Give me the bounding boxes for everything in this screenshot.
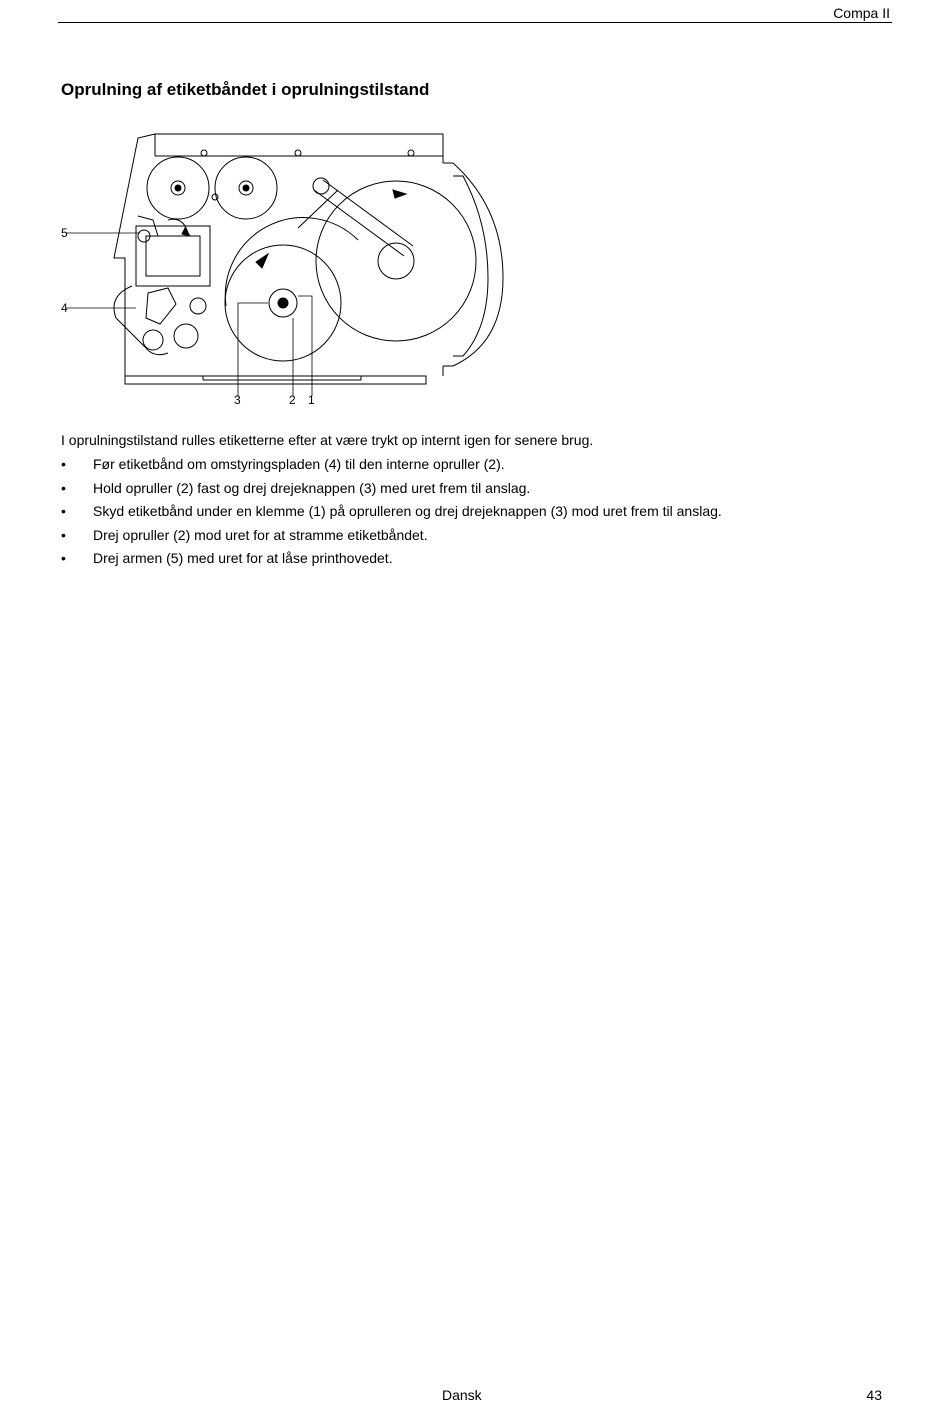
section-title: Oprulning af etiketbåndet i oprulningstilstand — [61, 80, 430, 99]
bullet: • — [61, 479, 66, 496]
instruction-list — [61, 456, 722, 574]
header-rule — [58, 22, 892, 23]
list-item-text: Hold opruller (2) fast og drej drejeknappen (3) med uret frem til anslag. — [93, 479, 531, 496]
callout-2: 2 — [289, 393, 296, 407]
screw-heads — [201, 150, 414, 200]
callout-4: 4 — [61, 301, 68, 315]
printer-housing — [114, 134, 503, 384]
list-item — [61, 480, 722, 504]
ribbon-rolls — [147, 157, 277, 219]
list-item — [61, 503, 722, 527]
list-item — [61, 527, 722, 551]
bullet: • — [61, 456, 66, 472]
deflection-plate — [114, 286, 206, 355]
printer-diagram — [58, 128, 518, 410]
footer-language: Dansk — [442, 1387, 482, 1403]
callout-3: 3 — [234, 393, 241, 407]
list-item-text: Drej armen (5) med uret for at låse printhovedet. — [93, 550, 393, 566]
rewinder — [225, 218, 358, 361]
callout-5: 5 — [61, 226, 68, 240]
bullet: • — [61, 503, 66, 519]
page-number: 43 — [866, 1387, 882, 1403]
list-item — [61, 456, 722, 480]
callout-1: 1 — [308, 393, 315, 407]
bullet: • — [61, 550, 66, 566]
list-item-text: Drej opruller (2) mod uret for at stramme etiketbåndet. — [93, 526, 428, 543]
list-item-text: Før etiketbånd om omstyringspladen (4) til den interne opruller (2). — [93, 456, 505, 472]
label-roll — [298, 178, 476, 341]
list-item — [61, 550, 722, 574]
list-item-text: Skyd etiketbånd under en klemme (1) på oprulleren og drej drejeknappen (3) mod uret frem til anslag. — [93, 503, 722, 519]
document-name: Compa II — [833, 5, 890, 21]
print-head-assembly — [136, 216, 210, 286]
bullet: • — [61, 526, 66, 543]
intro-paragraph: I oprulningstilstand rulles etiketterne efter at være trykt op internt igen for senere brug. — [61, 432, 594, 448]
